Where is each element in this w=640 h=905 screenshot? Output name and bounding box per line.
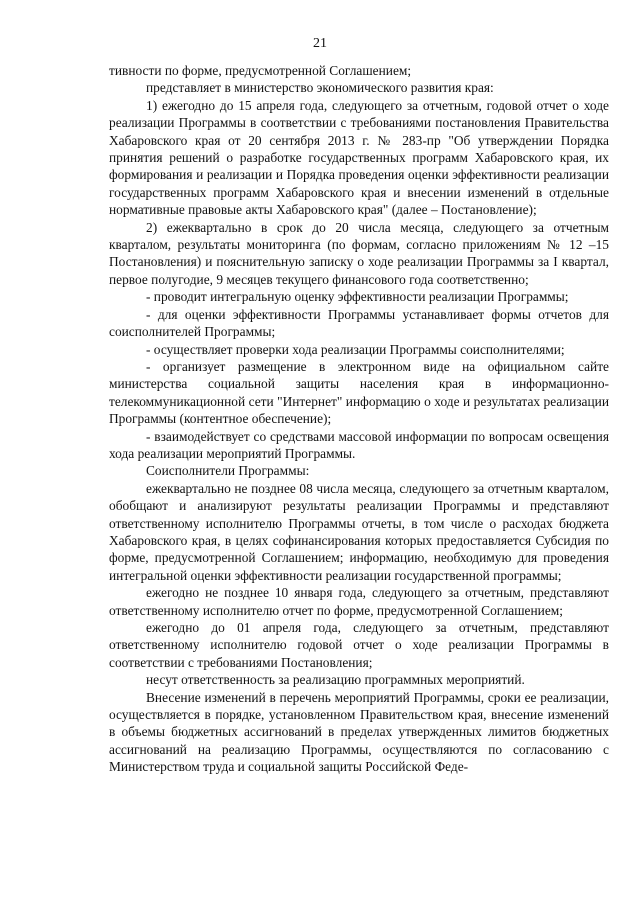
paragraph: представляет в министерство экономического развития края: (146, 80, 494, 96)
paragraph: ежеквартально не позднее 08 числа месяца, следующего за отчетным кварталом, обобщают и анализируют результаты реализации Программы и представляют ответственному исполнителю Программы отчеты, в том числе о расходах бюджета Хабаровского края, в целях софинансирования которых предоставляется Субсидия по форме, предусмотренной Соглашением; информацию, необходимую для проведения интегральной оценки эффективности реализации государственной программы; (109, 480, 609, 583)
paragraph: 2) ежеквартально в срок до 20 числа месяца, следующего за отчетным кварталом, результаты мониторинга (по формам, согласно приложениям № 12 –15 Постановления) и пояснительную записку о ходе реализации Программы за I квартал, первое полугодие, 9 месяцев текущего финансового года соответственно; (109, 219, 609, 287)
paragraph: ежегодно не позднее 10 января года, следующего за отчетным, представляют ответственному исполнителю отчет по форме, предусмотренной Соглашением; (109, 585, 609, 618)
paragraph: - взаимодействует со средствами массовой информации по вопросам освещения хода реализации мероприятий Программы. (109, 428, 609, 461)
document-body (109, 62, 609, 776)
paragraph: - осуществляет проверки хода реализации Программы соисполнителями; (146, 341, 565, 357)
paragraph: - проводит интегральную оценку эффективности реализации Программы; (146, 289, 569, 305)
paragraph: Внесение изменений в перечень мероприятий Программы, сроки ее реализации, осуществляется в порядке, установленном Правительством края, внесение изменений в объемы бюджетных ассигнований в пределах утвержденных лимитов бюджетных ассигнований на реализацию Программы, осуществляются по согласованию с Министерством труда и социальной защиты Российской Феде- (109, 689, 609, 775)
paragraph: Соисполнители Программы: (146, 463, 310, 479)
paragraph: ежегодно до 01 апреля года, следующего за отчетным, представляют ответственному исполнителю годовой отчет о ходе реализации Программы в соответствии с требованиями Постановления; (109, 620, 609, 670)
page-number: 21 (313, 36, 327, 51)
paragraph: 1) ежегодно до 15 апреля года, следующего за отчетным, годовой отчет о ходе реализации Программы в соответствии с требованиями постановления Правительства Хабаровского края от 20 сентября 2013 г. № 283-пр "Об утверждении Порядка принятия решений о разработке государственных программ Хабаровского края, их формирования и реализации и Порядка проведения оценки эффективности реализации государственных программ Хабаровского края и внесении изменений в отдельные нормативные правовые акты Хабаровского края" (далее – Постановление); (109, 97, 609, 218)
paragraph: несут ответственность за реализацию программных мероприятий. (146, 672, 525, 688)
paragraph: тивности по форме, предусмотренной Соглашением; (109, 63, 412, 78)
paragraph: - для оценки эффективности Программы устанавливает формы отчетов для соисполнителей Программы; (109, 306, 609, 340)
paragraph: - организует размещение в электронном виде на официальном сайте министерства социальной защиты населения края в информационно-телекоммуникационной сети "Интернет" информацию о ходе и результатах реализации Программы (контентное обеспечение); (109, 358, 609, 427)
